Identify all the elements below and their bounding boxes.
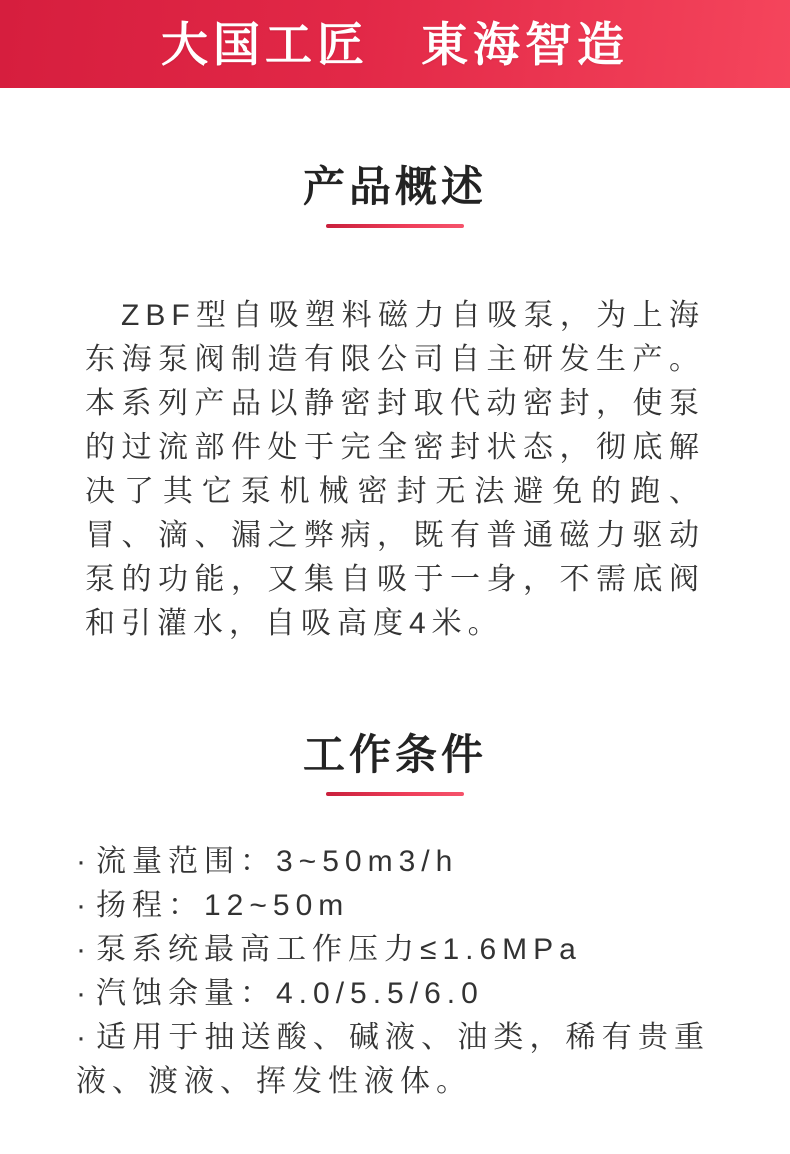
bullet-dot-icon: · <box>76 889 92 922</box>
list-item-text: 适用于抽送酸、碱液、油类，稀有贵重液、渡液、挥发性液体。 <box>76 1021 710 1098</box>
overview-section-title: 产品概述 <box>302 163 487 210</box>
list-item-max-pressure <box>76 928 710 972</box>
working-conditions-section <box>0 646 790 1104</box>
bullet-dot-icon: · <box>76 1021 92 1054</box>
bullet-dot-icon: · <box>76 845 92 878</box>
overview-header <box>0 88 790 228</box>
list-item-text: 泵系统最高工作压力≤1.6MPa <box>96 933 582 966</box>
top-banner <box>0 0 790 88</box>
list-item-text: 扬程：12~50m <box>96 889 350 922</box>
conditions-list <box>76 840 710 1104</box>
list-item-text: 流量范围：3~50m3/h <box>96 845 459 878</box>
list-item-text: 汽蚀余量：4.0/5.5/6.0 <box>96 977 484 1010</box>
list-item-applications <box>76 1016 710 1104</box>
list-item-npsh <box>76 972 710 1016</box>
conditions-title-underline <box>326 792 464 796</box>
conditions-section-title: 工作条件 <box>302 731 487 778</box>
conditions-header <box>0 646 790 796</box>
overview-title-underline <box>326 224 464 228</box>
bullet-dot-icon: · <box>76 933 92 966</box>
bullet-dot-icon: · <box>76 977 92 1010</box>
overview-paragraph: ZBF型自吸塑料磁力自吸泵，为上海东海泵阀制造有限公司自主研发生产。本系列产品以静密封取代动密封，使泵的过流部件处于完全密封状态，彻底解决了其它泵机械密封无法避免的跑、冒、滴、漏之弊病，既有普通磁力驱动泵的功能，又集自吸于一身，不需底阀和引灌水，自吸高度4米。 <box>85 299 705 640</box>
list-item-head <box>76 884 710 928</box>
overview-section <box>0 88 790 646</box>
list-item-flow-range <box>76 840 710 884</box>
banner-title: 大国工匠 東海智造 <box>161 17 629 71</box>
